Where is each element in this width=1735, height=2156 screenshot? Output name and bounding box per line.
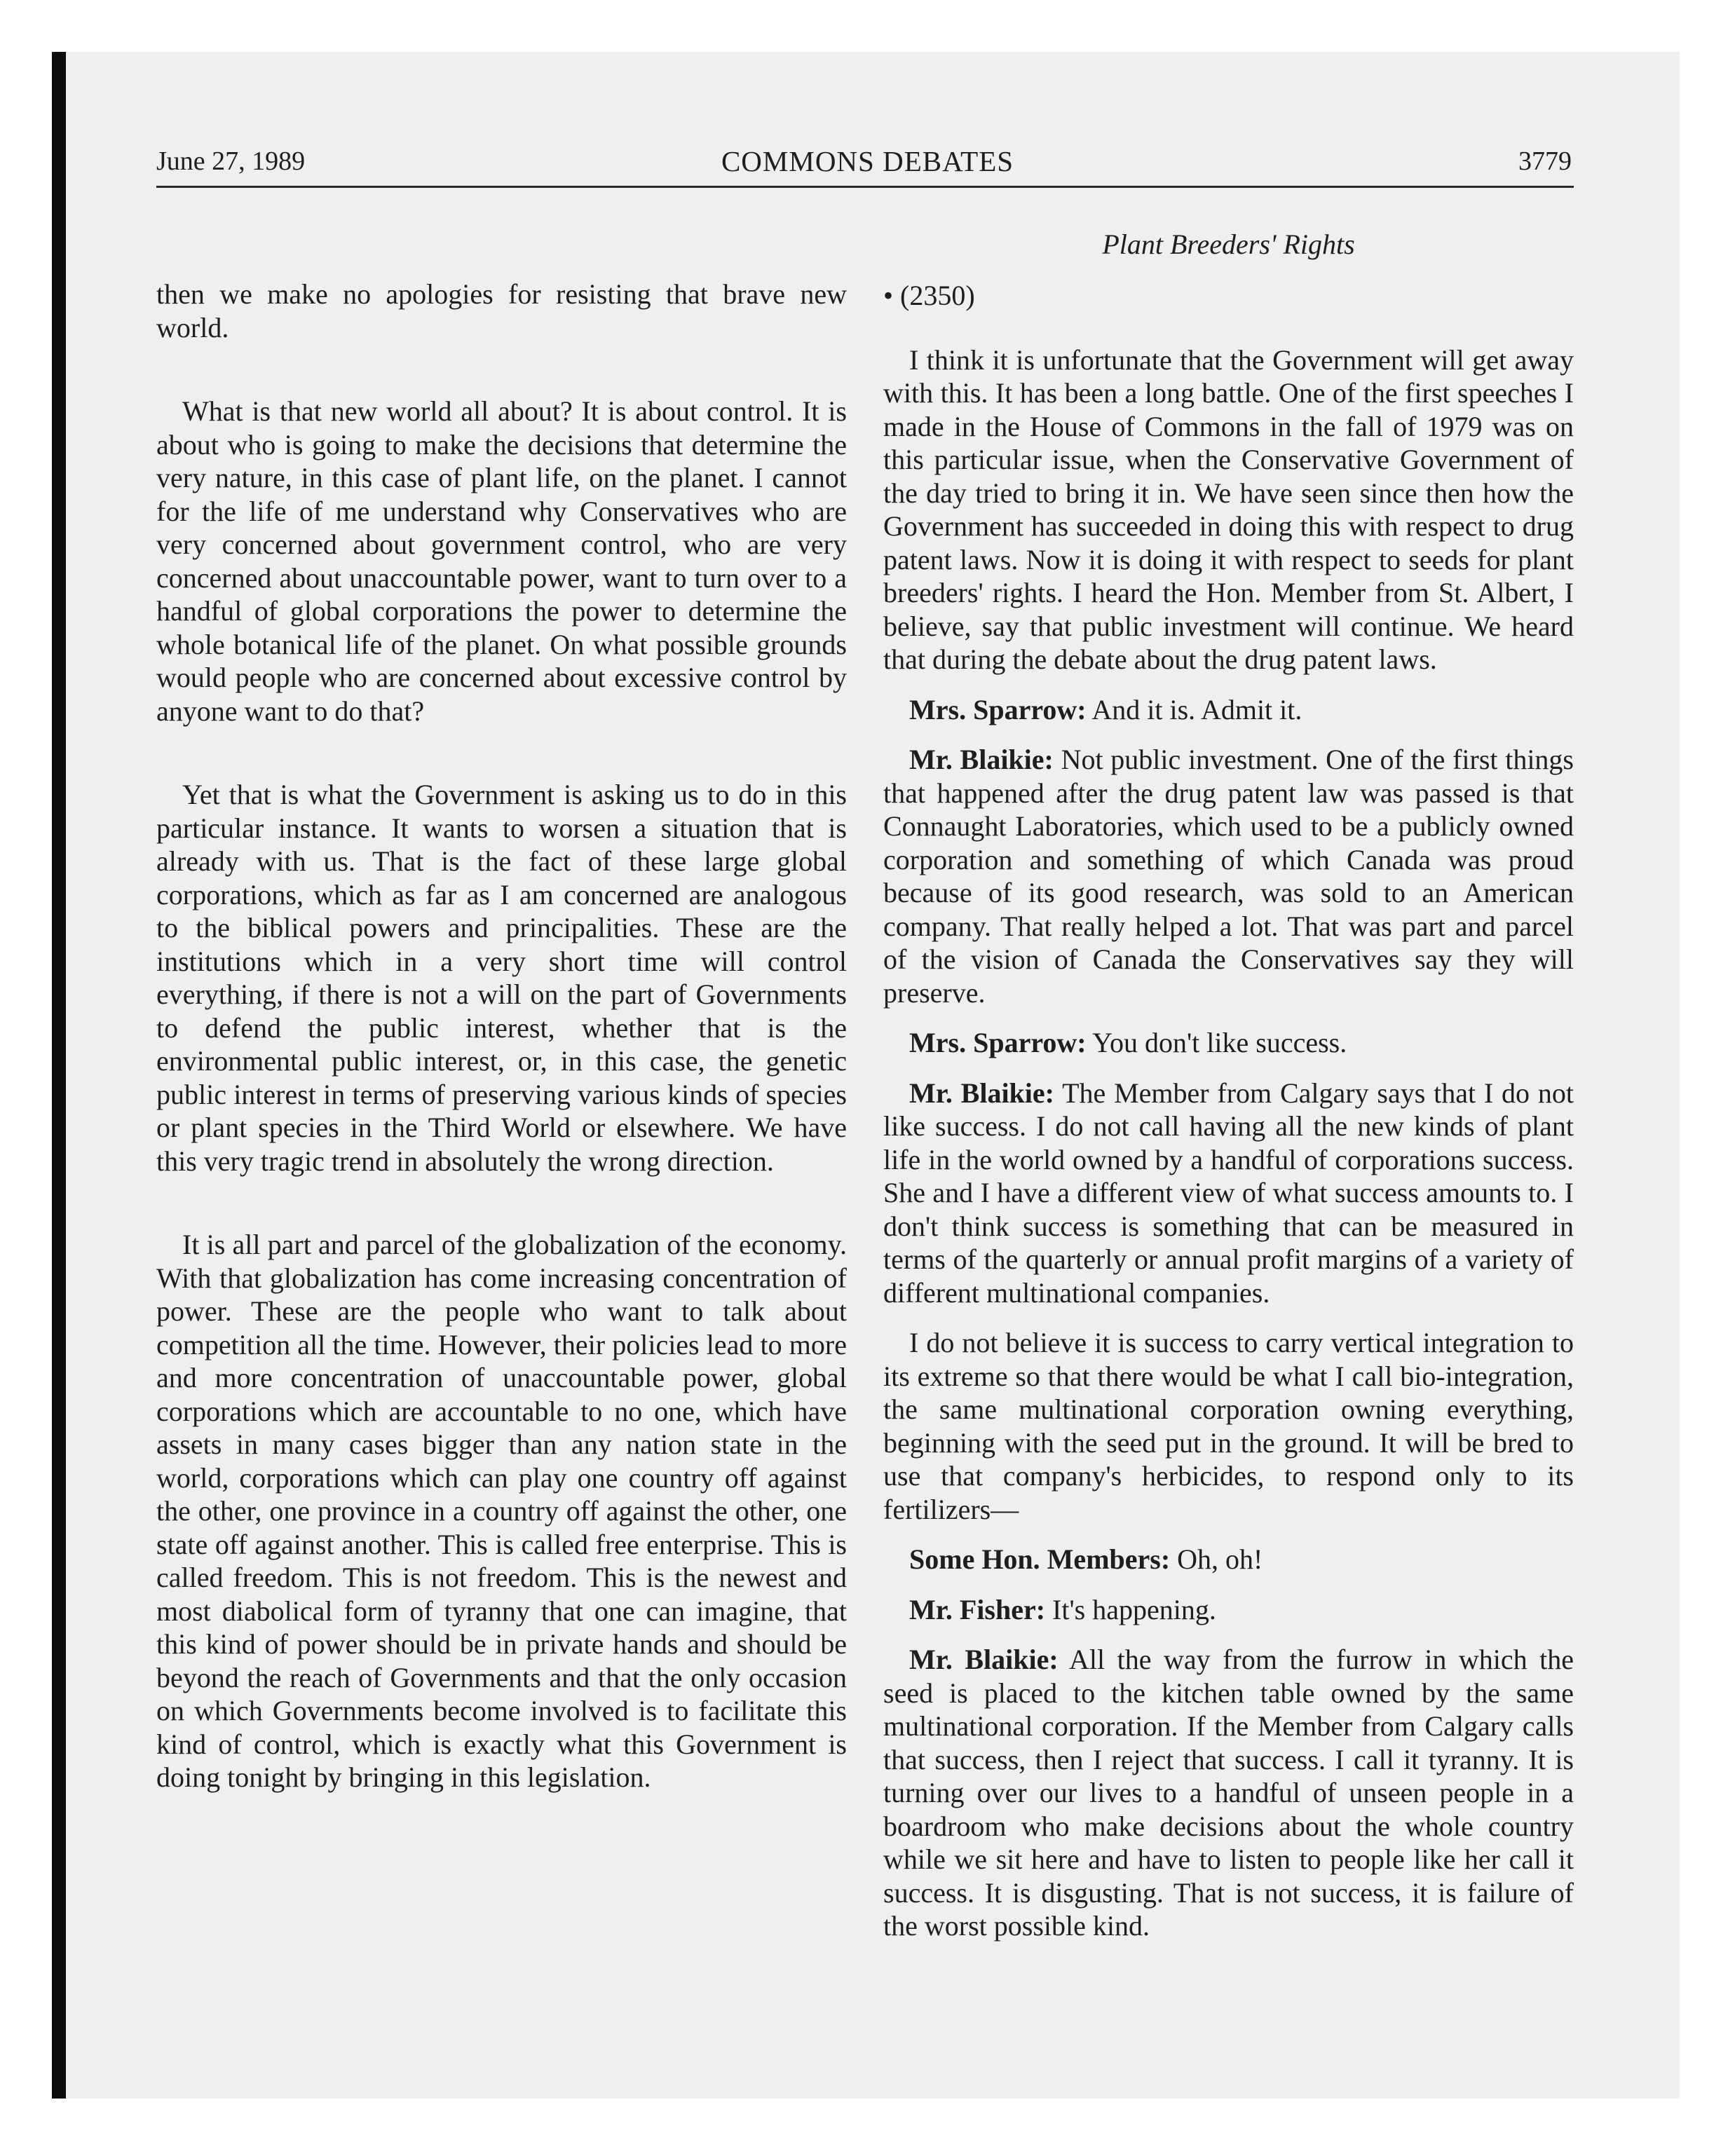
speech <box>883 1077 1574 1310</box>
page-number: 3779 <box>1518 146 1572 176</box>
paragraph: I think it is unfortunate that the Government will get away with this. It has been a long battle. One of the first speeches I made in the House of Commons in the fall of 1979 was on this particular issue, when the Conservative Government of the day tried to bring it in. We have seen since then how the Government has succeeded in doing this with respect to drug patent laws. Now it is doing it with respect to seeds for plant breeders' rights. I heard the Hon. Member from St. Albert, I believe, say that public investment will continue. We heard that during the debate about the drug patent laws. <box>883 343 1574 675</box>
header-title: COMMONS DEBATES <box>721 145 1014 177</box>
paragraph: I do not believe it is success to carry vertical integration to its extreme so that there would be what I call bio-integration, the same multinational corporation owning everything, beginning with the seed put in the ground. It will be bred to use that company's herbicides, to respond only to its fertilizers— <box>883 1327 1574 1525</box>
scan-binding-edge <box>52 52 66 2099</box>
speaker-name: Mr. Fisher: <box>909 1593 1046 1625</box>
running-head: Plant Breeders' Rights <box>1102 228 1355 260</box>
speaker-name: Mrs. Sparrow: <box>909 693 1087 725</box>
left-column <box>156 278 847 1794</box>
speech <box>883 1593 1574 1627</box>
timestamp: • (2350) <box>883 280 975 311</box>
speech-text: It's happening. <box>1045 1593 1216 1625</box>
speech-text: And it is. Admit it. <box>1086 693 1302 725</box>
speech <box>883 1543 1574 1576</box>
speech-text: You don't like success. <box>1086 1027 1347 1058</box>
speech <box>883 743 1574 1009</box>
speech <box>883 693 1574 727</box>
header-rule <box>156 186 1574 188</box>
speech-text: All the way from the furrow in which the seed is placed to the kitchen table owned by the same multinational corporation. If the Member from Calgary calls that success, then I reject that success. I call it tyranny. It is turning over our lives to a handful of unseen people in a boardroom who make decisions about the whole country while we sit here and have to listen to people like her call it success. It is disgusting. That is not success, it is failure of the worst possible kind. <box>883 1644 1574 1942</box>
header-date: June 27, 1989 <box>156 146 306 176</box>
speaker-name: Mr. Blaikie: <box>909 744 1054 775</box>
speech-text: Oh, oh! <box>1170 1543 1263 1575</box>
right-column <box>883 279 1574 1943</box>
speech <box>883 1643 1574 1943</box>
paragraph: It is all part and parcel of the globalization of the economy. With that globalization has come increasing concentration of power. These are the people who want to talk about competition all the time. However, their policies lead to more and more concentration of unaccountable power, global corporations which are accountable to no one, which have assets in many cases bigger than any nation state in the world, corporations which can play one country off against the other, one province in a country off against the other, one state off against another. This is called free enterprise. This is called freedom. This is not freedom. This is the newest and most diabolical form of tyranny that one can imagine, that this kind of power should be in private hands and should be beyond the reach of Governments and that the only occasion on which Governments become involved is to facilitate this kind of control, which is exactly what this Government is doing tonight by bringing in this legislation. <box>156 1229 847 1793</box>
paragraph: then we make no apologies for resisting that brave new world. <box>156 278 847 343</box>
speaker-name: Mrs. Sparrow: <box>909 1027 1087 1058</box>
speaker-name: Mr. Blaikie: <box>909 1077 1054 1109</box>
paragraph: Yet that is what the Government is asking us to do in this particular instance. It wants to worsen a situation that is already with us. That is the fact of these large global corporations, which as far as I am concerned are analogous to the biblical powers and principalities. These are the institutions which in a very short time will control everything, if there is not a will on the part of Governments to defend the public interest, whether that is the environmental public interest, or, in this case, the genetic public interest in terms of preserving various kinds of species or plant species in the Third World or elsewhere. We have this very tragic trend in absolutely the wrong direction. <box>156 779 847 1177</box>
speaker-name: Mr. Blaikie: <box>909 1644 1059 1675</box>
paragraph: What is that new world all about? It is about control. It is about who is going to make the decisions that determine the very nature, in this case of plant life, on the planet. I cannot for the life of me understand why Conservatives who are very concerned about government control, who are very concerned about unaccountable power, want to turn over to a handful of global corporations the power to determine the whole botanical life of the planet. On what possible grounds would people who are concerned about excessive control by anyone want to do that? <box>156 395 847 727</box>
speech <box>883 1026 1574 1060</box>
speech-text: Not public investment. One of the first things that happened after the drug patent law was passed is that Connaught Laboratories, which used to be a publicly owned corporation and something of which Canada was proud because of its good research, was sold to an American company. That really helped a lot. That was part and parcel of the vision of Canada the Conservatives say they will preserve. <box>883 744 1574 1009</box>
speaker-name: Some Hon. Members: <box>909 1543 1171 1575</box>
speech-text: The Member from Calgary says that I do not like success. I do not call having all the new kinds of plant life in the world owned by a handful of corporations success. She and I have a different view of what success amounts to. I don't think success is something that can be measured in terms of the quarterly or annual profit margins of a variety of different multinational companies. <box>883 1077 1574 1309</box>
